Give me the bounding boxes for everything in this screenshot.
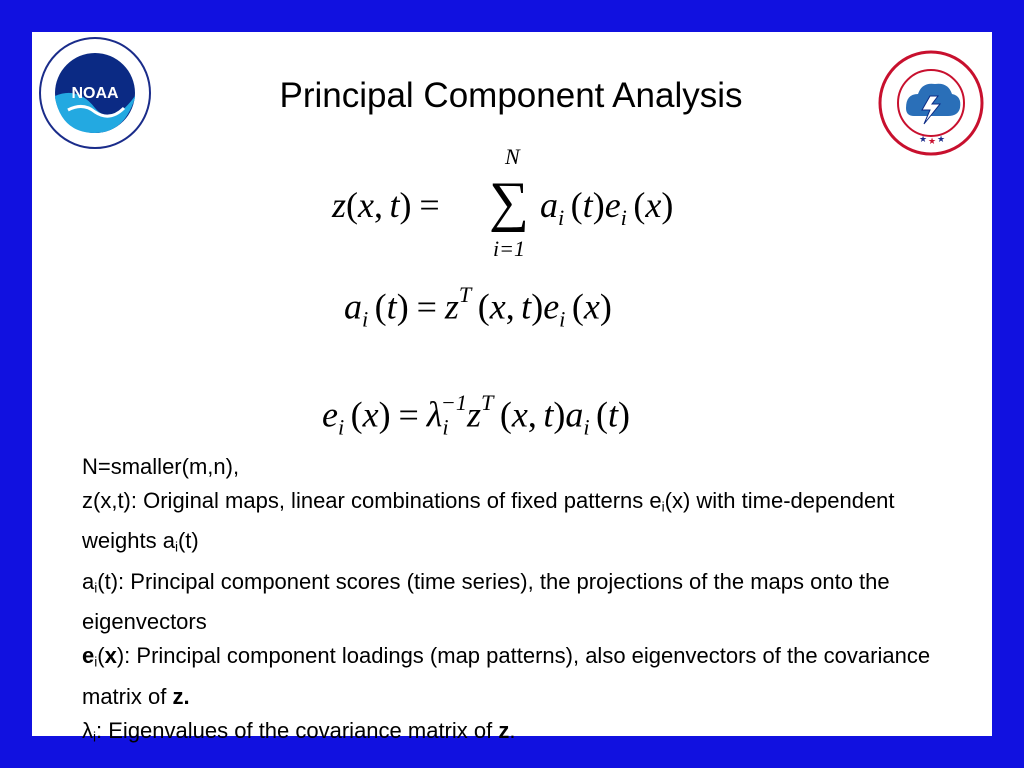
term-a: a <box>82 568 95 594</box>
definition-a-text: (t): Principal component scores (time series), the projections of the maps onto the eigenvectors <box>82 568 890 635</box>
summation-upper-limit: N <box>505 144 520 169</box>
definition-a <box>82 565 962 639</box>
bold-z: z. <box>172 683 190 709</box>
slide-title: Principal Component Analysis <box>279 76 743 115</box>
bold-z: z <box>498 717 510 743</box>
summation-sign: ∑ <box>489 171 529 233</box>
equation-1-lhs: z(x, t) = <box>332 185 440 225</box>
summation-lower-limit: i=1 <box>493 236 525 261</box>
svg-text:★: ★ <box>928 137 937 147</box>
subscript-i: i <box>661 499 665 515</box>
term-z: z(x,t) <box>82 488 131 513</box>
definitions-text <box>82 450 962 754</box>
period: . <box>509 717 516 743</box>
svg-text:★: ★ <box>937 135 946 145</box>
definition-e-text: ): Principal component loadings (map patterns), also eigenvectors of the covariance matrix of <box>82 643 931 709</box>
svg-text:★: ★ <box>919 135 928 145</box>
definition-z-text-c: (t) <box>177 528 199 554</box>
term-lambda: λ <box>82 717 93 743</box>
term-e: e <box>82 643 95 669</box>
definition-e <box>82 639 962 713</box>
equation-1-rhs: $a_i$ $(t)e_i$ (x) <box>540 185 674 230</box>
equation-2: $a_i$ $(t) = z^T$ (x, $t)e_i$ (x) <box>344 282 612 332</box>
definition-lambda-text: : Eigenvalues of the covariance matrix of <box>96 717 499 743</box>
subscript-i: i <box>93 729 97 745</box>
bold-x: x <box>104 643 117 669</box>
definition-lambda <box>82 714 962 754</box>
equation-3: $e_i$ $(x) = \lambda_i^{-1}z^T$ (x, $t)a_i$ (t) <box>322 390 631 440</box>
subscript-i: i <box>94 580 98 596</box>
slide-canvas <box>32 32 992 745</box>
definition-z <box>82 484 962 565</box>
definition-z-text-a: : Original maps, linear combinations of fixed patterns e <box>130 488 662 513</box>
definition-n: N=smaller(m,n), <box>82 454 240 479</box>
subscript-i: i <box>174 539 178 555</box>
summation <box>487 144 537 264</box>
subscript-i: i <box>94 654 98 670</box>
paren-open: ( <box>97 643 105 669</box>
definition-z-text-b: (x) with time-dependent weights a <box>82 488 895 554</box>
noaa-wordmark: NOAA <box>71 85 119 102</box>
